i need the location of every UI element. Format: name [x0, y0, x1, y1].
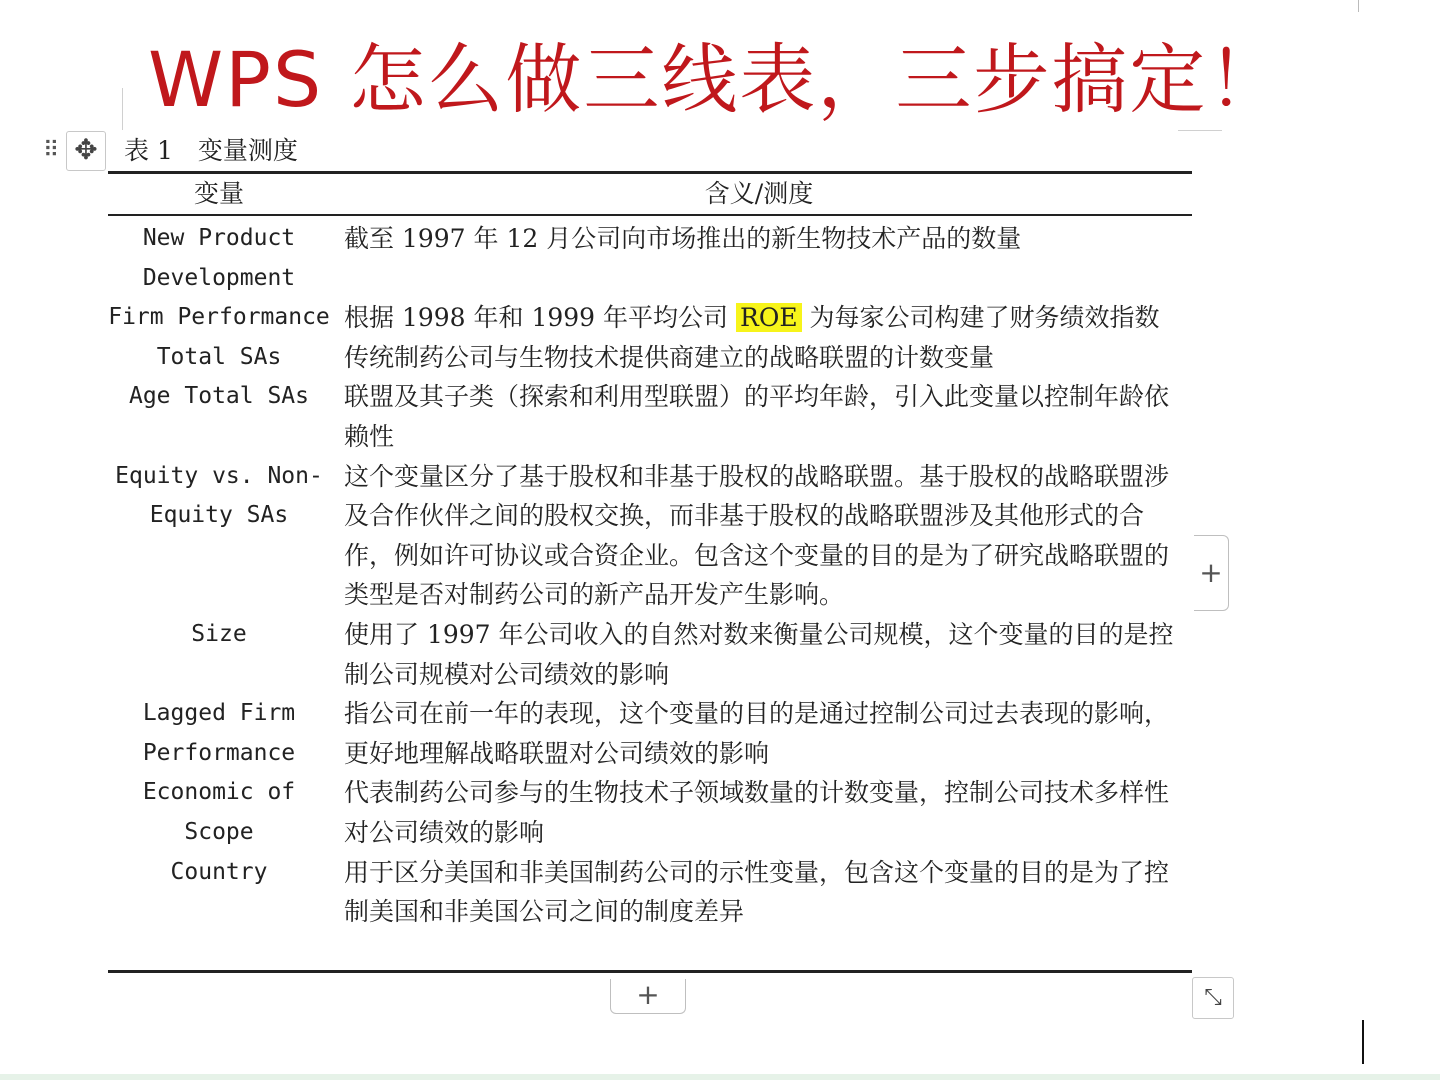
grip-icon[interactable]: ⠿ [42, 138, 60, 163]
meaning-cell[interactable]: 联盟及其子类（探索和利用型联盟）的平均年龄，引入此变量以控制年龄依赖性 [344, 382, 1170, 451]
vertical-guide [1358, 0, 1359, 12]
plus-icon: + [636, 978, 660, 1011]
plus-icon: + [1199, 556, 1223, 589]
table-row[interactable] [108, 694, 1192, 773]
page-corner-mark-left [122, 88, 123, 130]
table-body [108, 219, 1192, 932]
header-variable: 变量 [193, 179, 244, 208]
variable-cell[interactable]: Lagged Firm Performance [142, 700, 296, 766]
table-header-rule [108, 214, 1192, 216]
table-caption: 表 1 变量测度 [124, 136, 298, 165]
meaning-text: 根据 1998 年和 1999 年平均公司 [344, 303, 729, 333]
table-row[interactable] [108, 219, 1192, 298]
meaning-text: 为每家公司构建了财务绩效指数 [801, 303, 1160, 333]
header-meaning: 含义/测度 [704, 179, 814, 208]
variable-cell[interactable]: Equity vs. Non-Equity SAs [115, 462, 323, 529]
table-row[interactable] [108, 298, 1192, 338]
table-row[interactable] [108, 615, 1192, 694]
meaning-cell[interactable]: 指公司在前一年的表现，这个变量的目的是通过控制公司过去表现的影响，更好地理解战略联盟对公司绩效的影响 [344, 699, 1170, 768]
meaning-cell[interactable]: 传统制药公司与生物技术提供商建立的战略联盟的计数变量 [344, 342, 995, 372]
variable-cell[interactable]: Age Total SAs [128, 383, 309, 410]
table-row[interactable] [108, 377, 1192, 456]
meaning-cell[interactable]: 用于区分美国和非美国制药公司的示性变量，包含这个变量的目的是为了控制美国和非美国公司之间的制度差异 [344, 857, 1170, 927]
table-row[interactable] [108, 457, 1192, 615]
status-strip [0, 1074, 1440, 1080]
add-column-button[interactable] [1194, 535, 1229, 611]
meaning-cell[interactable]: 这个变量区分了基于股权和非基于股权的战略联盟。基于股权的战略联盟涉及合作伙伴之间的股权交换，而非基于股权的战略联盟涉及其他形式的合作，例如许可协议或合资企业。包含这个变量的目的是为了研究战略联盟的类型是否对制药公司的新产品开发产生影响。 [344, 461, 1170, 610]
text-cursor [1362, 1020, 1364, 1064]
variable-cell[interactable]: Country [170, 858, 268, 885]
meaning-cell[interactable]: 截至 1997 年 12 月公司向市场推出的新生物技术产品的数量 [344, 224, 1022, 253]
variable-cell[interactable]: Economic of Scope [142, 779, 296, 845]
highlighted-text: ROE [736, 303, 802, 332]
banner-title: WPS 怎么做三线表，三步搞定！ [148, 35, 1286, 124]
variable-cell[interactable]: New Product Development [142, 225, 296, 291]
add-row-button[interactable] [610, 979, 686, 1014]
move-icon[interactable]: ✥ [66, 131, 106, 171]
variable-cell[interactable]: Size [191, 620, 247, 647]
table-row[interactable] [108, 853, 1192, 932]
table-bottom-rule [108, 970, 1192, 973]
meaning-cell[interactable] [344, 298, 1178, 338]
table-row[interactable] [108, 338, 1192, 378]
variable-cell[interactable]: Firm Performance [108, 304, 330, 331]
resize-icon[interactable]: ⤡ [1192, 977, 1234, 1019]
meaning-cell[interactable]: 使用了 1997 年公司收入的自然对数来衡量公司规模，这个变量的目的是控制公司规模对公司绩效的影响 [344, 619, 1174, 689]
meaning-cell[interactable]: 代表制药公司参与的生物技术子领域数量的计数变量，控制公司技术多样性对公司绩效的影响 [344, 778, 1170, 847]
table-row[interactable] [108, 773, 1192, 852]
page-corner-mark-right [1178, 130, 1222, 131]
variable-cell[interactable]: Total SAs [156, 343, 282, 370]
